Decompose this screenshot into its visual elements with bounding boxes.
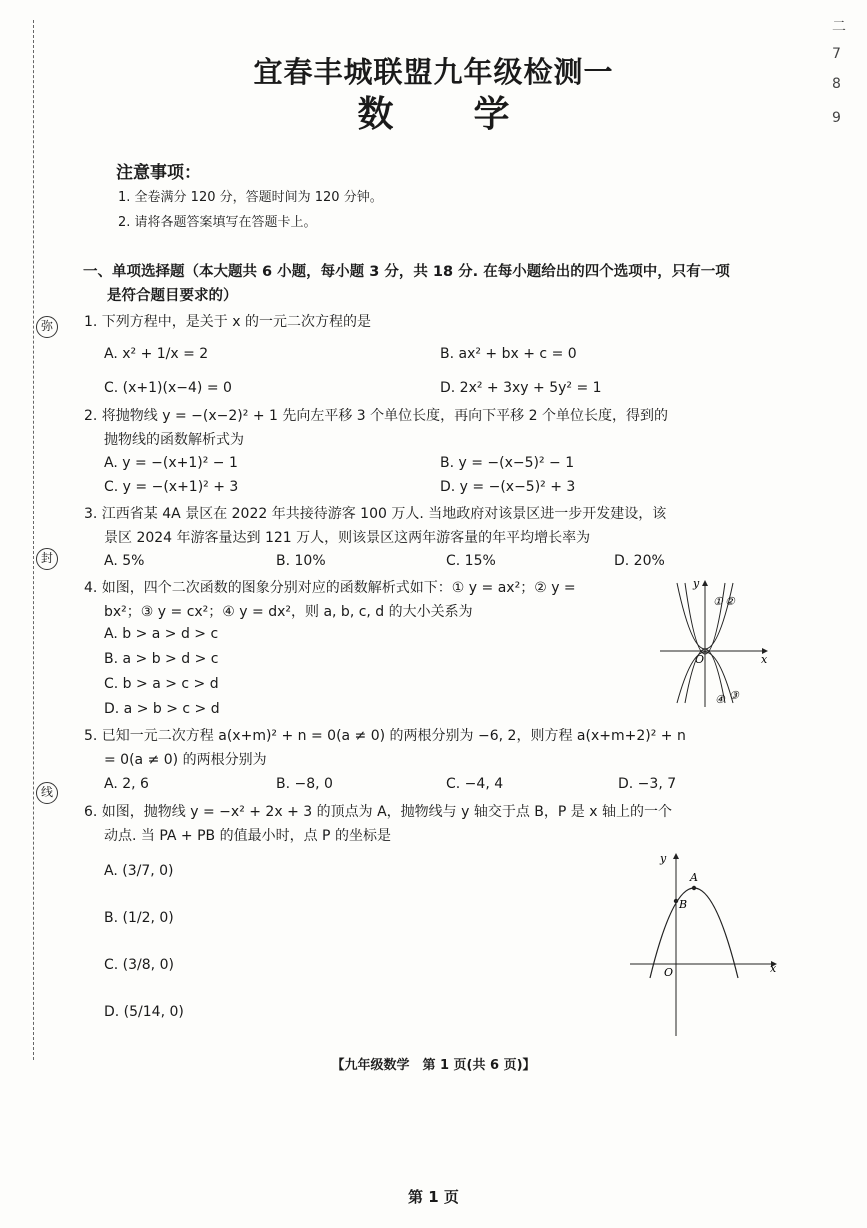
question-6-option-b: B. (1/2, 0) [104, 910, 174, 926]
question-4-stem-line1: 4. 如图，四个二次函数的图象分别对应的函数解析式如下：① y = ax²；② y = [84, 580, 576, 596]
question-6-option-a: A. (3/7, 0) [104, 863, 174, 879]
edge-char: 9 [832, 110, 841, 126]
exam-subject: 数学 [357, 94, 590, 135]
question-6-stem-line2: 动点. 当 PA + PB 的值最小时，点 P 的坐标是 [104, 828, 391, 844]
question-1-option-c: C. (x+1)(x−4) = 0 [104, 380, 232, 396]
curve-label-3: ③ [729, 689, 739, 702]
question-3-option-d: D. 20% [614, 553, 665, 569]
origin-label: O [695, 653, 705, 666]
question-3-option-b: B. 10% [276, 553, 326, 569]
curve-label-2: ② [725, 595, 735, 608]
edge-char: 7 [832, 46, 841, 62]
binding-mark-xian: 线 [36, 782, 58, 804]
question-4-option-d: D. a > b > c > d [104, 701, 220, 717]
question-1-option-b: B. ax² + bx + c = 0 [440, 346, 577, 362]
question-1-option-d: D. 2x² + 3xy + 5y² = 1 [440, 380, 602, 396]
page-number: 第 1 页 [408, 1188, 459, 1206]
question-6-figure [628, 848, 783, 1038]
section-heading-line2: 是符合题目要求的） [107, 288, 238, 304]
binding-mark-feng: 封 [36, 548, 58, 570]
question-5-option-b: B. −8, 0 [276, 776, 333, 792]
x-axis-label: x [761, 653, 768, 666]
question-4-stem-line2: bx²；③ y = cx²；④ y = dx²，则 a, b, c, d 的大小关系为 [104, 604, 473, 620]
question-6-stem-line1: 6. 如图，抛物线 y = −x² + 2x + 3 的顶点为 A，抛物线与 y 轴交于点 B，P 是 x 轴上的一个 [84, 804, 672, 820]
question-6-option-d: D. (5/14, 0) [104, 1004, 184, 1020]
point-a-label: A [690, 871, 698, 884]
question-5-stem-line2: = 0(a ≠ 0) 的两根分别为 [104, 752, 267, 768]
point-b-label: B [679, 898, 688, 911]
question-5-option-c: C. −4, 4 [446, 776, 504, 792]
notice-item: 2. 请将各题答案填写在答题卡上。 [118, 215, 317, 230]
question-5-option-d: D. −3, 7 [618, 776, 677, 792]
question-2-stem-line1: 2. 将抛物线 y = −(x−2)² + 1 先向左平移 3 个单位长度，再向下平移 2 个单位长度，得到的 [84, 408, 668, 424]
edge-char: 二 [832, 19, 846, 35]
question-4-option-c: C. b > a > c > d [104, 676, 219, 692]
origin-label: O [664, 966, 674, 979]
y-axis-label: y [660, 852, 667, 865]
edge-char: 8 [832, 76, 841, 92]
question-1-stem: 1. 下列方程中，是关于 x 的一元二次方程的是 [84, 314, 371, 330]
question-3-stem-line1: 3. 江西省某 4A 景区在 2022 年共接待游客 100 万人. 当地政府对该景区进一步开发建设，该 [84, 506, 667, 522]
binding-mark-mi: 弥 [36, 316, 58, 338]
question-3-option-a: A. 5% [104, 553, 145, 569]
question-5-option-a: A. 2, 6 [104, 776, 149, 792]
curve-label-1: ① [713, 595, 723, 608]
point-a [692, 886, 696, 890]
question-4-figure [655, 575, 775, 710]
question-5-stem-line1: 5. 已知一元二次方程 a(x+m)² + n = 0(a ≠ 0) 的两根分别为 −6, 2，则方程 a(x+m+2)² + n [84, 728, 686, 744]
section-heading-line1: 一、单项选择题（本大题共 6 小题，每小题 3 分，共 18 分. 在每小题给出的四个选项中，只有一项 [83, 264, 730, 280]
question-2-option-b: B. y = −(x−5)² − 1 [440, 455, 575, 471]
notice-item: 1. 全卷满分 120 分，答题时间为 120 分钟。 [118, 190, 383, 205]
section-heading [83, 260, 783, 308]
question-3-stem-line2: 景区 2024 年游客量达到 121 万人，则该景区这两年游客量的年平均增长率为 [104, 530, 591, 546]
exam-title: 宜春丰城联盟九年级检测一 [253, 55, 614, 89]
page-footer: 【九年级数学 第 1 页(共 6 页)】 [331, 1058, 536, 1073]
point-b [674, 899, 678, 903]
binding-dashed-line [33, 20, 34, 1060]
question-6-option-c: C. (3/8, 0) [104, 957, 174, 973]
question-1-option-a: A. x² + 1/x = 2 [104, 346, 209, 362]
question-4-option-b: B. a > b > d > c [104, 651, 219, 667]
question-2-option-a: A. y = −(x+1)² − 1 [104, 455, 238, 471]
notice-title: 注意事项： [116, 163, 201, 183]
question-4-option-a: A. b > a > d > c [104, 626, 219, 642]
y-axis-label: y [693, 577, 700, 590]
question-2-option-c: C. y = −(x+1)² + 3 [104, 479, 239, 495]
curve-label-4: ④ [715, 693, 725, 706]
x-axis-label: x [770, 962, 777, 975]
question-2-stem-line2: 抛物线的函数解析式为 [104, 432, 244, 448]
question-2-option-d: D. y = −(x−5)² + 3 [440, 479, 576, 495]
question-3-option-c: C. 15% [446, 553, 496, 569]
